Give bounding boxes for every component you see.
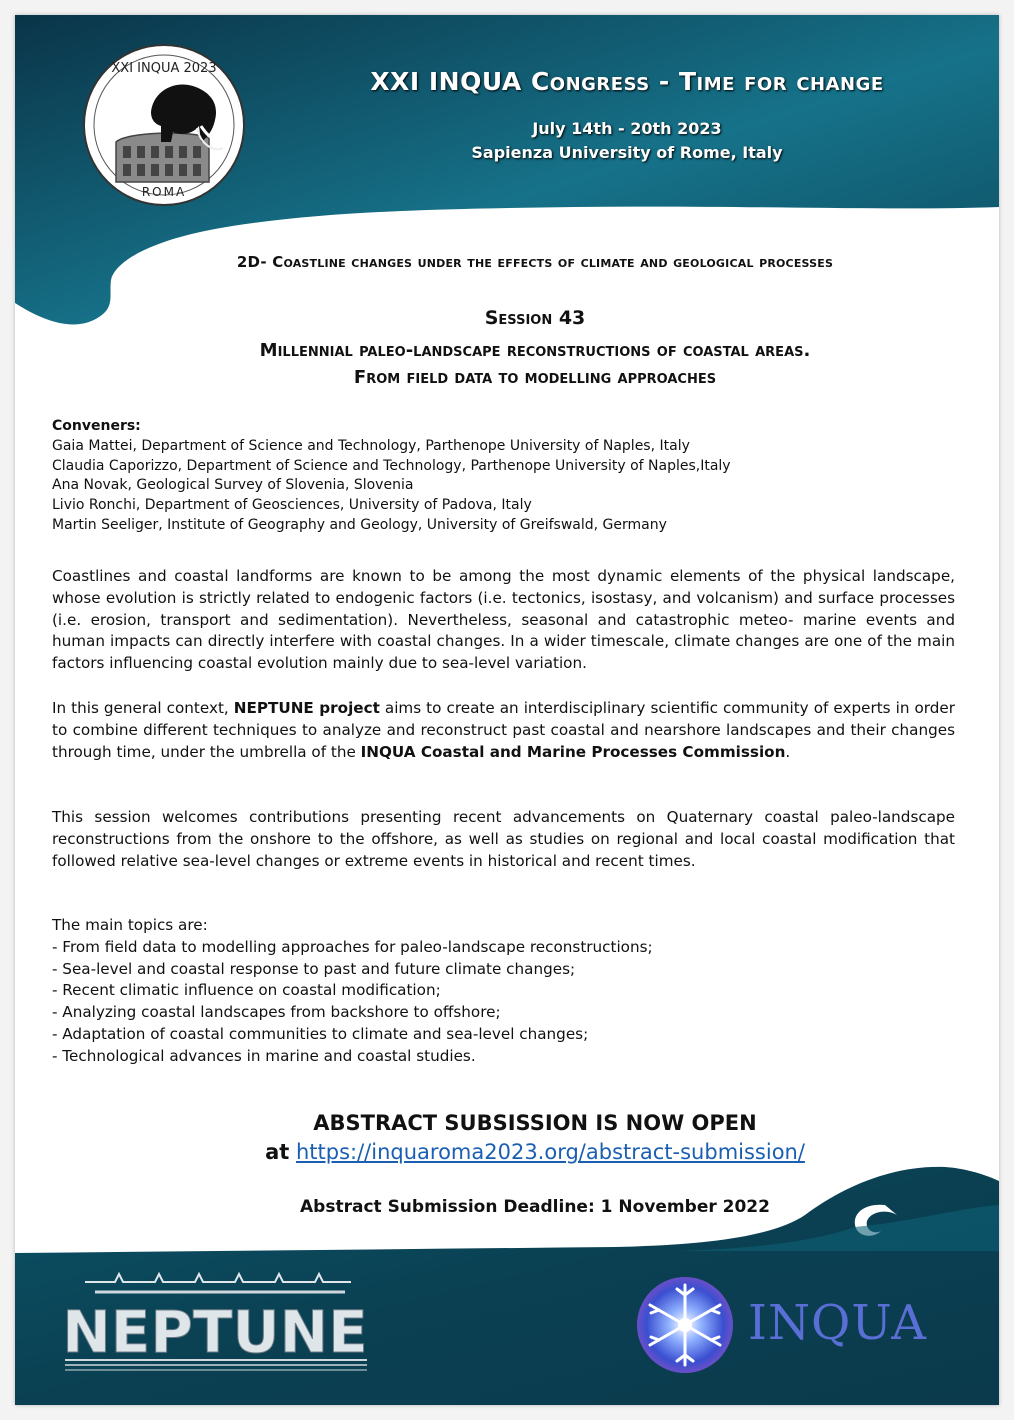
neptune-logo: [55, 1268, 375, 1378]
session-title: [135, 337, 935, 391]
commission-name: INQUA Coastal and Marine Processes Commission: [360, 742, 786, 761]
abstract-submission-link[interactable]: https://inquaroma2023.org/abstract-submission/: [295, 1140, 805, 1164]
logo-text-bottom: ROMA: [141, 185, 187, 199]
submission-url-line: [165, 1140, 905, 1164]
context-text: aims to create an interdisciplinary scientific community of experts in order to combine different techniques to analyze and reconstruct past coastal and nearshore landscapes and their changes through time, under the umbrella of the: [52, 699, 955, 761]
congress-dates: July 14th - 20th 2023: [532, 119, 722, 138]
submission-deadline: Abstract Submission Deadline: 1 November 2022: [300, 1197, 770, 1217]
session-title-line: Millennial paleo-landscape reconstructions of coastal areas.: [259, 340, 811, 361]
abstract-open-headline: ABSTRACT SUBSISSION IS NOW OPEN: [313, 1111, 757, 1135]
topic-item: - From field data to modelling approaches for paleo-landscape reconstructions;: [52, 937, 653, 956]
convener-entry: Gaia Mattei, Department of Science and Technology, Parthenope University of Naples, Italy: [52, 437, 690, 454]
convener-entry: Ana Novak, Geological Survey of Slovenia, Slovenia: [52, 477, 414, 494]
scope-paragraph: This session welcomes contributions presenting recent advancements on Quaternary coastal paleo-landscape reconstructions from the onshore to the offshore, as well as studies on regional and local coastal modification that followed relative sea-level changes or extreme events in historical and recent times.: [52, 808, 955, 870]
neptune-project-name: NEPTUNE project: [233, 699, 380, 717]
session-title-line: From field data to modelling approaches: [353, 367, 717, 388]
neptune-logo-text: NEPTUNE: [62, 1298, 368, 1366]
conveners-label: Conveners:: [52, 418, 141, 434]
topic-item: - Recent climatic influence on coastal modification;: [52, 981, 441, 1000]
convener-entry: Livio Ronchi, Department of Geosciences, University of Padova, Italy: [52, 497, 532, 514]
poster: [15, 15, 999, 1405]
topic-item: - Technological advances in marine and coastal studies.: [52, 1046, 476, 1065]
theme-title: 2D- Coastline changes under the effects of climate and geological processes: [236, 253, 834, 271]
convener-entry: Martin Seeliger, Institute of Geography and Geology, University of Greifswald, Germany: [52, 516, 667, 533]
context-text: .: [785, 742, 791, 761]
logo-text-top: XXI INQUA 2023: [111, 61, 217, 76]
topic-item: - Adaptation of coastal communities to climate and sea-level changes;: [52, 1024, 589, 1043]
congress-title: XXI INQUA Congress - Time for change: [370, 67, 884, 96]
context-paragraph: [52, 698, 955, 763]
inqua-snowflake-icon: [635, 1275, 735, 1375]
context-text: In this general context,: [52, 699, 234, 717]
intro-paragraph: Coastlines and coastal landforms are known to be among the most dynamic elements of the physical landscape, whose evolution is strictly related to endogenic factors (i.e. tectonics, isostasy, and volcanism) and surface processes (i.e. erosion, transport and sedimentation). Nevertheless, seasonal and catastrophic meteo- marine events and human impacts can directly interfere with coastal changes. In a wider timescale, climate changes are one of the main factors influencing coastal evolution mainly due to sea-level variation.: [52, 567, 955, 673]
convener-entry: Claudia Caporizzo, Department of Science and Technology, Parthenope University of Naples,Italy: [52, 457, 731, 474]
conveners-block: [52, 417, 952, 536]
topic-item: - Analyzing coastal landscapes from backshore to offshore;: [52, 1003, 501, 1022]
topics-intro: The main topics are:: [52, 916, 208, 934]
inqua-roma-logo: [81, 42, 247, 208]
session-number: Session 43: [484, 307, 586, 329]
congress-venue: Sapienza University of Rome, Italy: [471, 143, 783, 162]
topic-item: - Sea-level and coastal response to past and future climate changes;: [52, 959, 576, 978]
at-label: at: [265, 1140, 290, 1164]
inqua-logo-text: INQUA: [748, 1295, 927, 1351]
topics-list: [52, 915, 952, 1068]
